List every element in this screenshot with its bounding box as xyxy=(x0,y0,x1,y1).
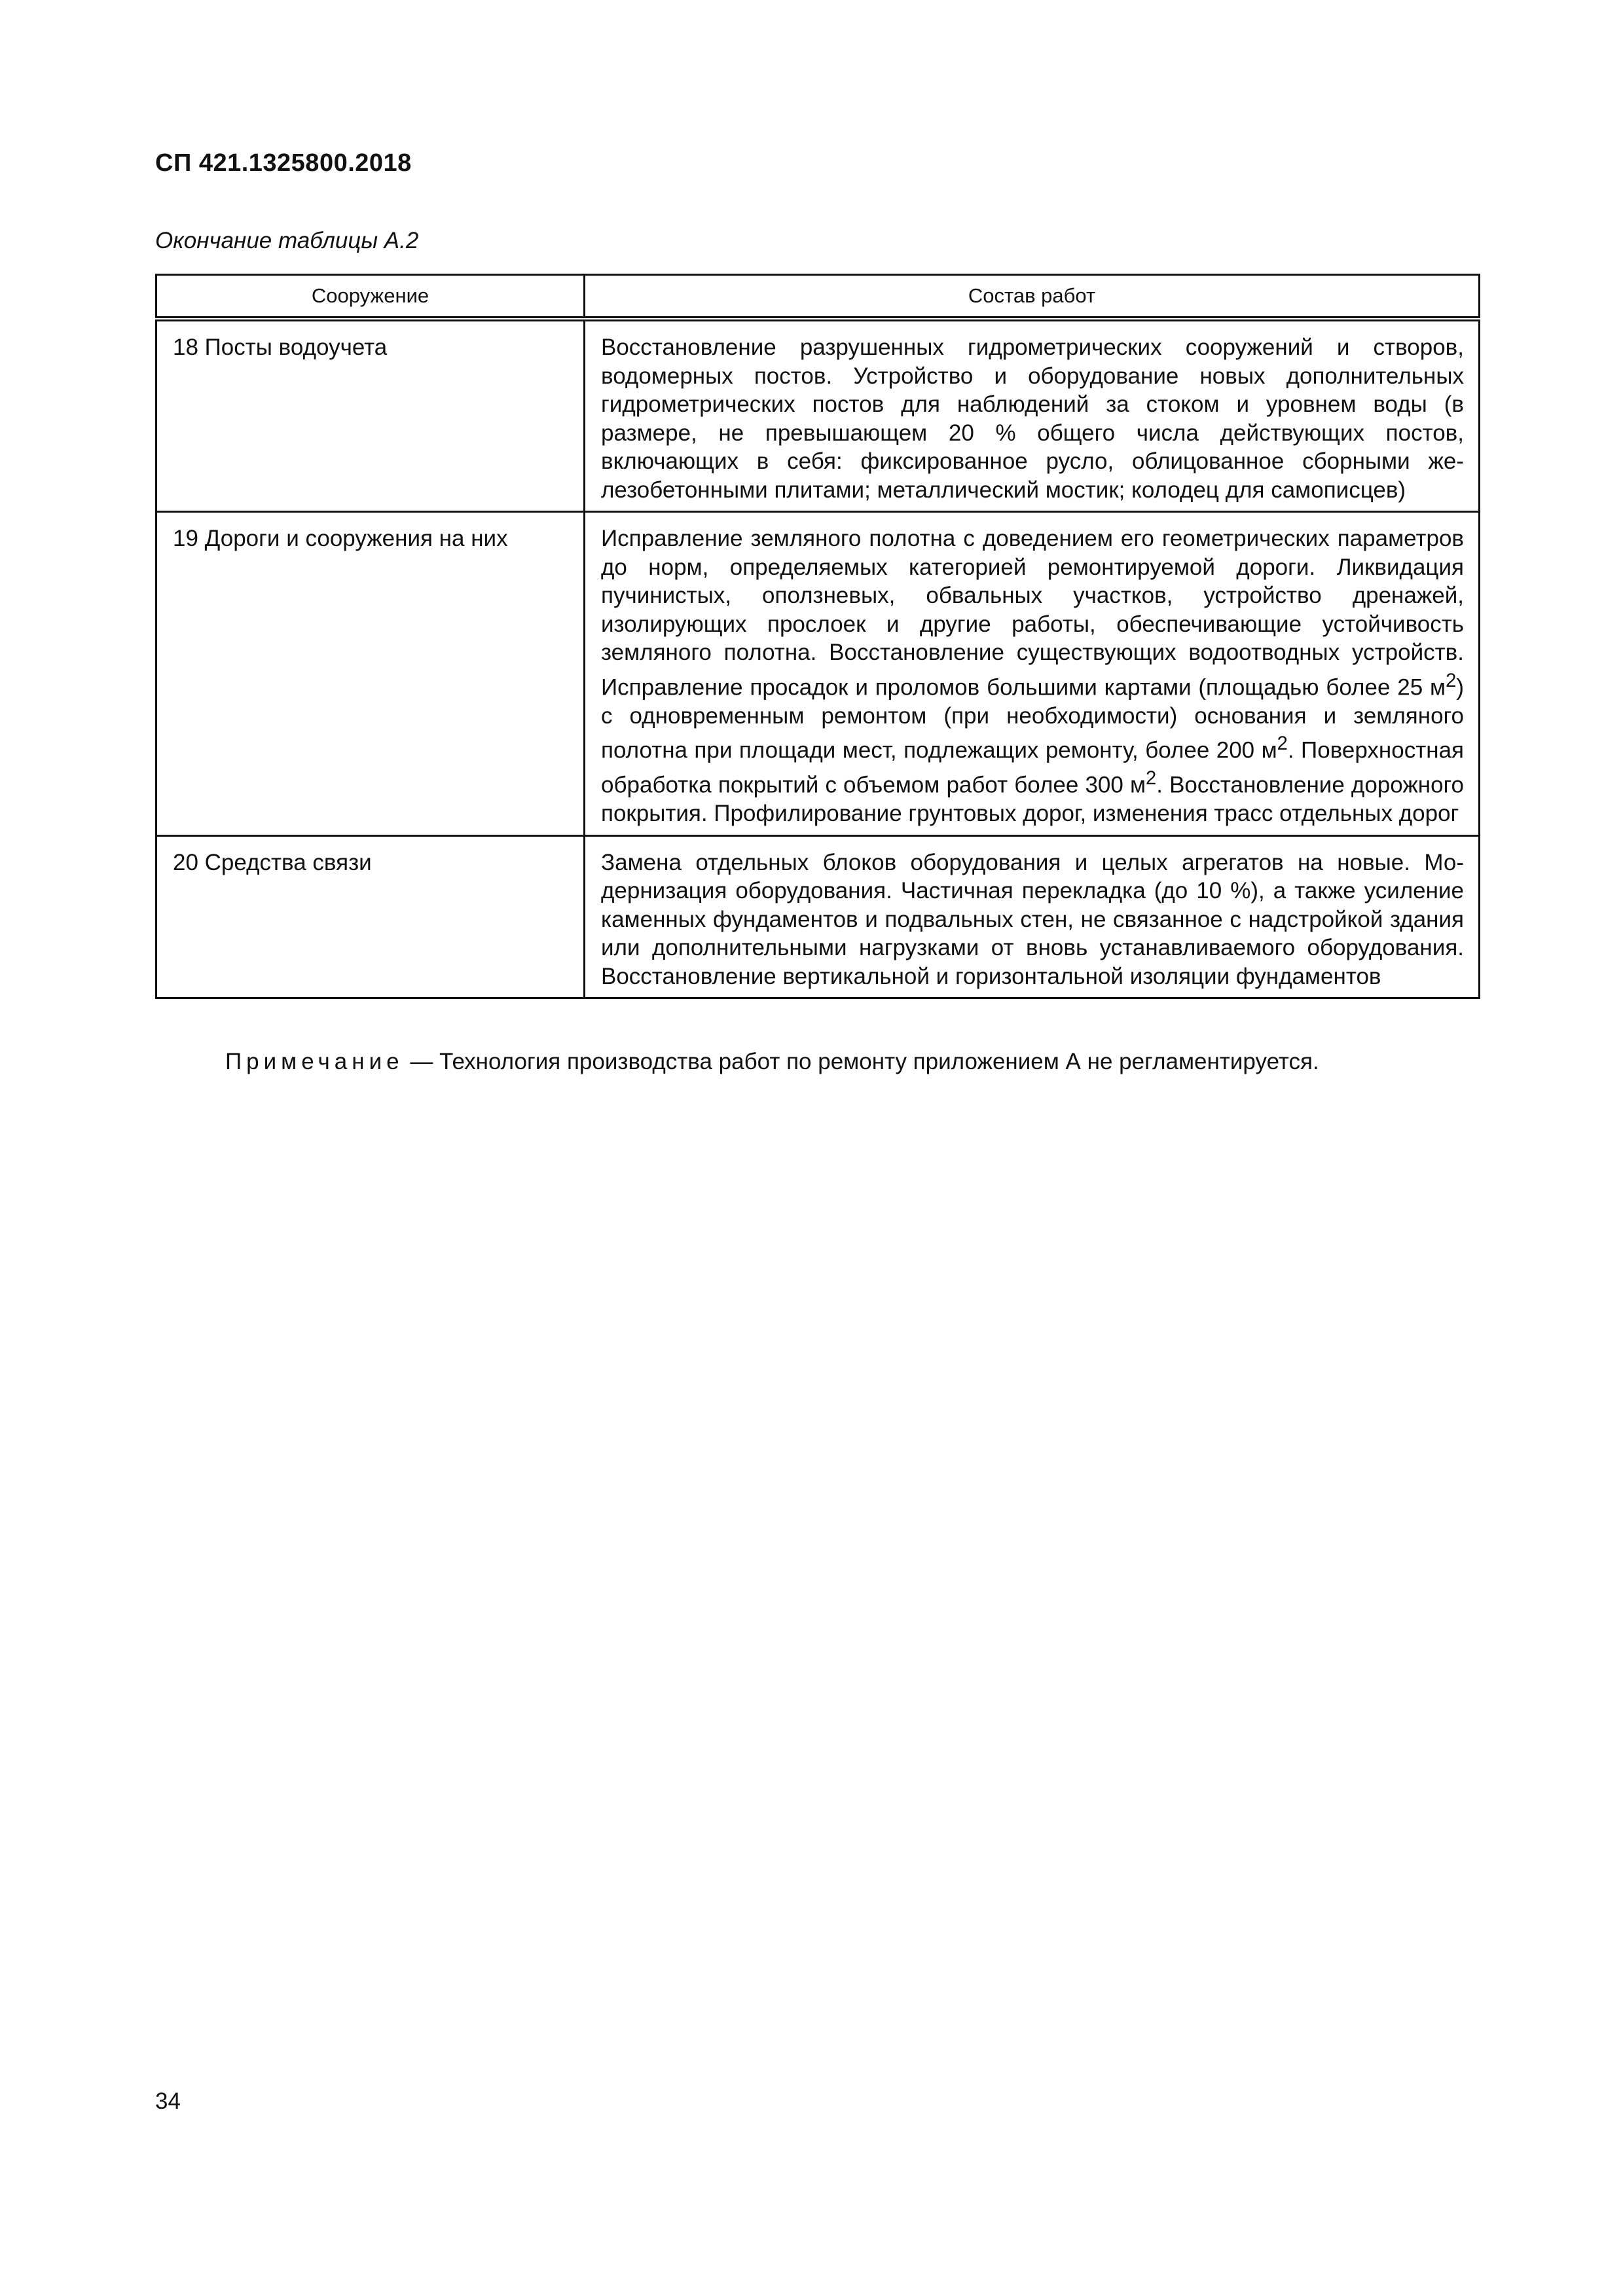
document-code: СП 421.1325800.2018 xyxy=(155,149,412,177)
structure-cell: 20 Средства связи xyxy=(156,835,585,998)
superscript: 2 xyxy=(1446,670,1457,691)
table-caption: Окончание таблицы А.2 xyxy=(155,228,419,253)
structure-cell: 19 Дороги и сооружения на них xyxy=(156,512,585,836)
works-table xyxy=(155,274,1480,999)
works-text: . Восстановление дорожного покрытия. Профилирование грунтовых дорог, изменения трасс отдельных дорог xyxy=(601,772,1464,827)
note-dash: — xyxy=(403,1049,440,1074)
works-cell: Замена отдельных блоков оборудования и целых агрегатов на новые. Модернизация оборудования. Частичная перекладка (до 10 %), а также усиление каменных фундаментов и подвальных стен, не связанное с надстройкой здания или дополнительными нагрузками от вновь устанавливаемого оборудования. Восстановление вертикальной и горизонтальной изоляции фундаментов xyxy=(585,835,1480,998)
table-row xyxy=(156,512,1480,836)
table-header-row xyxy=(156,275,1480,319)
superscript: 2 xyxy=(1146,768,1157,790)
column-header-structure: Сооружение xyxy=(156,275,585,319)
table-note xyxy=(225,1049,1319,1075)
works-text: . Поверхностная обработка покрытий с объемом работ более 300 м xyxy=(601,737,1464,798)
works-cell: Восстановление разрушенных гидрометрических сооружений и створов, водомерных постов. Устройство и оборудование новых дополнительных гидрометрических постов для наблюдений за стоком и уровнем воды (в размере, не превышающем 20 % общего числа действующих постов, включающих в себя: фиксированное русло, облицованное сборными железобетонными плитами; металлический мостик; колодец для самописцев) xyxy=(585,319,1480,512)
note-label: Примечание xyxy=(225,1049,404,1074)
table-row xyxy=(156,835,1480,998)
works-cell xyxy=(585,512,1480,836)
works-text: ) с одновременным ремонтом (при необходимости) основания и земляного полотна при площади мест, подлежащих ремонту, более 200 м xyxy=(601,674,1464,763)
table-row xyxy=(156,319,1480,512)
column-header-works: Состав работ xyxy=(585,275,1480,319)
page-number: 34 xyxy=(155,2088,181,2114)
note-text: Технология производства работ по ремонту приложением А не регламентируется. xyxy=(439,1049,1319,1074)
superscript: 2 xyxy=(1277,733,1288,755)
structure-cell: 18 Посты водоучета xyxy=(156,319,585,512)
works-text: Исправление земляного полотна с доведением его геометрических параметров до норм, определяемых категорией ремонтируемой дороги. Ликвидация пучинистых, оползневых, обвальных участков, устройство дренажей, изолирующих прослоек и другие работы, обеспечивающие устойчивость земляного полотна. Восстановление существующих водоотводных устройств. Исправление просадок и проломов большими картами (площадью более 25 м xyxy=(601,526,1464,701)
